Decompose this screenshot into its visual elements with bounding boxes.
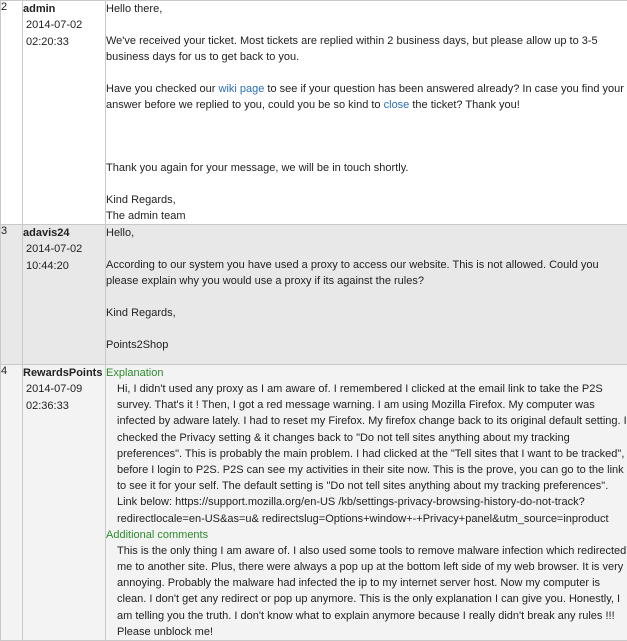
text-fragment: Have you checked our (106, 83, 219, 95)
message-date: 2014-07-02 (23, 241, 105, 258)
message-signature: The admin team (106, 208, 627, 224)
message-meta (23, 225, 106, 365)
message-date: 2014-07-02 (23, 17, 105, 34)
explanation-heading: Explanation (106, 365, 627, 381)
explanation-text: Hi, I didn't used any proxy as I am aware of. I remembered I clicked at the email link to take the P2S survey. That's it ! Then, I got a red message warning. I am using Mozilla Firefox. My computer was infected by adware lately. I had to reset my Firefox. My firefox change back to its original default setting. I checked the Privacy setting & it changes back to "Do not tell sites anything about my tracking preferences". This is probably the main problem. I had clicked at the "Tell sites that I want to be tracked", before I login to P2S. P2S can see my activities in their site now. This is the prove, you can go to the link to see it for your self. The default setting is "Do not tell sites anything about my tracking preferences". Link below: https://support.mozilla.org/en-US /kb/settings-privacy-browsing-history-do-not-track?redirectlocale=en-US&as=u& redirectslug=Options+window+-+Privacy+panel&utm_source=inproduct (106, 381, 627, 527)
additional-comments-text: This is the only thing I am aware of. I also used some tools to remove malware infection which redirected me to another site. Plus, there were always a pop up at the bottom left side of my web browser. It is very annoying. Probably the malware had infected the ip to my internet server host. Now my computer is clean. I don't get any redirect or pop up anymore. This is the only explanation I can give you. Honestly, I am telling you the truth. I don't know what to explain anymore because I really didn't break any rules !!! Please unblock me! (106, 543, 627, 640)
message-number: 4 (1, 365, 23, 641)
message-date: 2014-07-09 (23, 381, 105, 398)
message-paragraph: We've received your ticket. Most tickets are replied within 2 business days, but please allow up to 3-5 business days for us to get back to you. (106, 33, 627, 65)
message-time: 02:36:33 (23, 398, 105, 415)
wiki-page-link[interactable]: wiki page (219, 83, 265, 95)
message-greeting: Hello, (106, 225, 627, 241)
additional-comments-heading: Additional comments (106, 527, 627, 543)
message-author: RewardsPoints (23, 365, 105, 381)
message-paragraph: According to our system you have used a proxy to access our website. This is not allowed. Could you please explain why you would use a proxy if its against the rules? (106, 257, 627, 289)
message-row (1, 1, 627, 225)
message-number: 3 (1, 225, 23, 365)
close-ticket-link[interactable]: close (384, 99, 410, 111)
text-fragment: to see if your question has been answered already? In case you find your answer before we replied to you, could you be so kind to (106, 83, 624, 111)
message-author: adavis24 (23, 225, 105, 241)
message-body (106, 225, 627, 365)
message-greeting: Hello there, (106, 1, 627, 17)
message-author: admin (23, 1, 105, 17)
message-meta (23, 1, 106, 225)
message-row (1, 365, 627, 641)
message-signature: Points2Shop (106, 337, 627, 353)
message-signoff: Kind Regards, (106, 192, 627, 208)
message-meta (23, 365, 106, 641)
message-paragraph: Thank you again for your message, we will be in touch shortly. (106, 160, 627, 176)
message-row (1, 225, 627, 365)
message-body (106, 1, 627, 225)
message-signoff: Kind Regards, (106, 305, 627, 321)
message-body (106, 365, 627, 641)
message-paragraph (106, 81, 627, 113)
text-fragment: the ticket? Thank you! (409, 99, 519, 111)
message-time: 10:44:20 (23, 258, 105, 275)
message-time: 02:20:33 (23, 34, 105, 51)
message-number: 2 (1, 1, 23, 225)
